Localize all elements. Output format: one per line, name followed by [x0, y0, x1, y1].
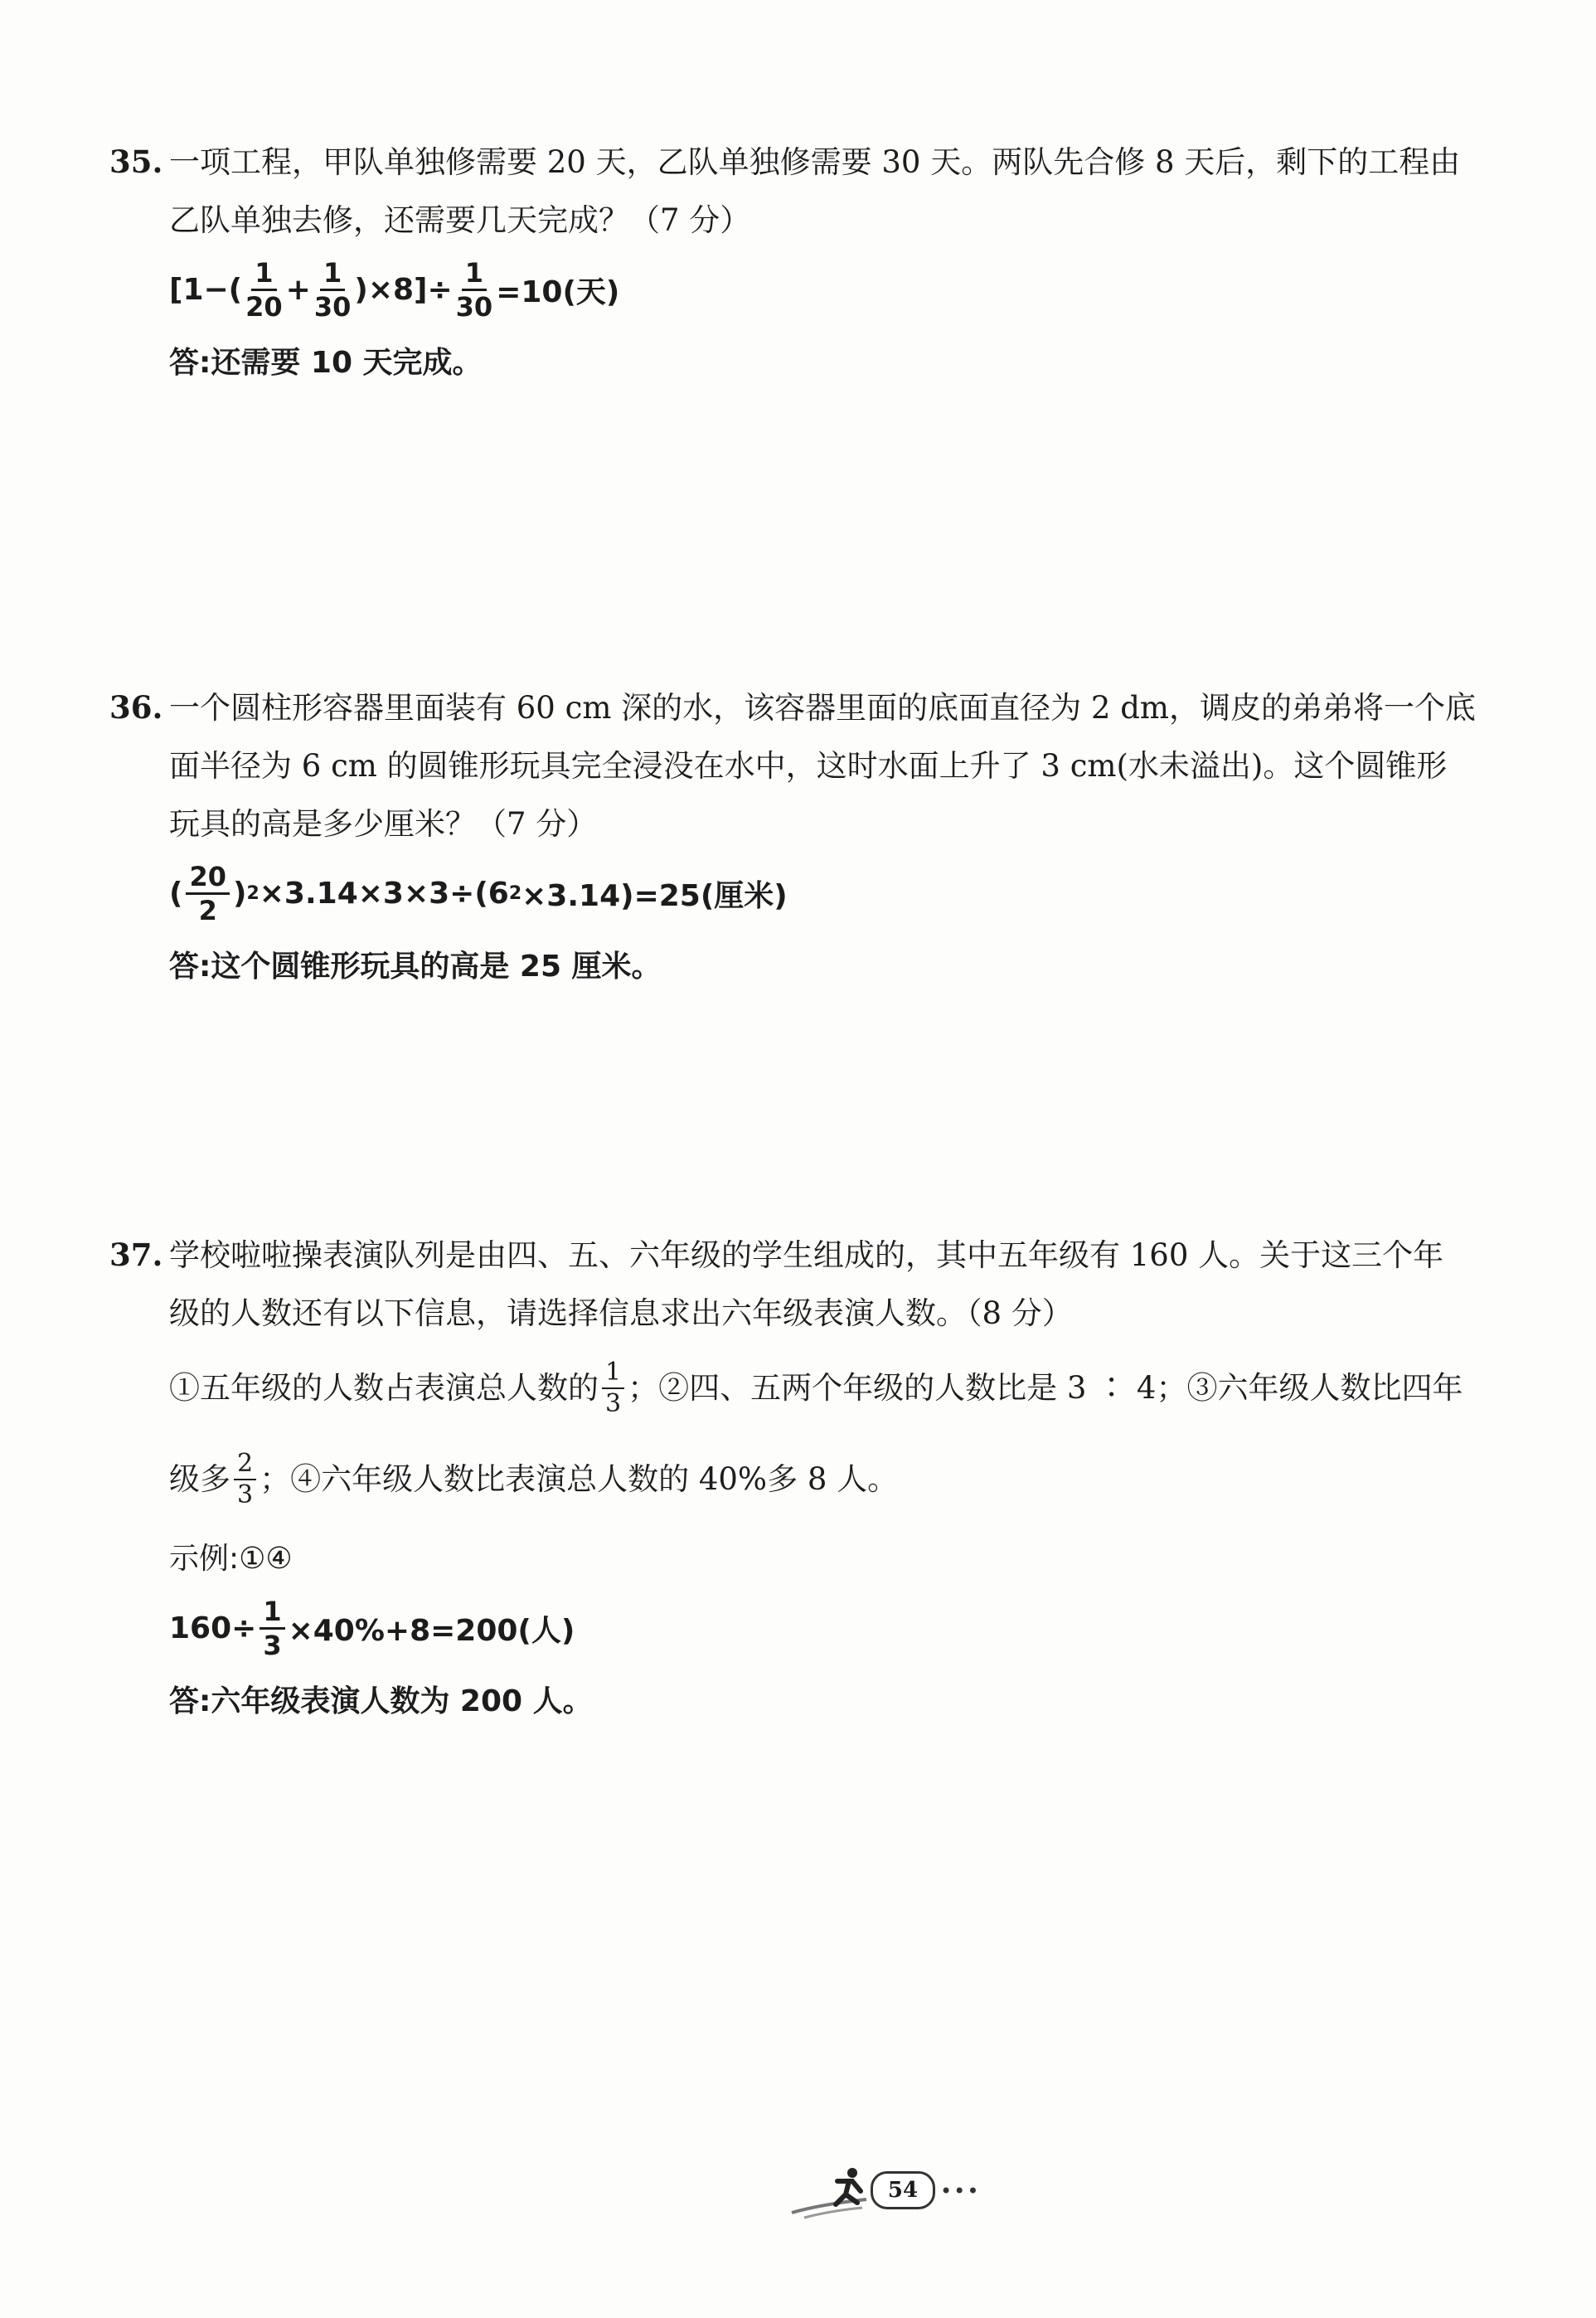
example-label: 示例:①④ — [169, 1542, 293, 1576]
problem-number: 37. — [109, 1237, 163, 1273]
problem-text: 玩具的高是多少厘米？（7 分） — [169, 806, 598, 842]
answer-text: 答:这个圆锥形玩具的高是 25 厘米。 — [169, 950, 662, 984]
problem-text: 学校啦啦操表演队列是由四、五、六年级的学生组成的，其中五年级有 160 人。关于这三个年 — [169, 1237, 1444, 1273]
problem-text: 面半径为 6 cm 的圆锥形玩具完全浸没在水中，这时水面上升了 3 cm(水未溢出)。这个圆锥形 — [169, 748, 1448, 784]
problem-number: 36. — [109, 689, 163, 726]
info-line-2: 级多 $\frac{2}{3}$ ；④六年级人数比表演总人数的 40%多 8 人。 — [169, 1449, 899, 1509]
problem-text: 级的人数还有以下信息，请选择信息求出六年级表演人数。（8 分） — [169, 1295, 1073, 1331]
fraction: $\frac{1}{3}$ — [260, 1598, 284, 1659]
page-number: 54 — [871, 2171, 935, 2209]
fraction: $\frac{1}{20}$ — [245, 256, 283, 323]
decorative-dots: ••• — [940, 2180, 981, 2203]
answer-text: 答:六年级表演人数为 200 人。 — [169, 1684, 593, 1718]
problem-text: 一个圆柱形容器里面装有 60 cm 深的水，该容器里面的底面直径为 2 dm，调皮的弟弟将一个底 — [169, 690, 1477, 726]
fraction: $\frac{20}{2}$ — [186, 863, 230, 924]
problem-35 — [109, 133, 1519, 392]
solution-formula: 160÷ $\frac{1}{3}$ ×40%+8=200(人) — [169, 1595, 575, 1661]
solution-formula: [1−( $\frac{1}{20}$ + $\frac{1}{30}$ )×8]÷ $\frac{1}{30}$ =10(天) — [169, 256, 620, 323]
problem-number: 35. — [109, 143, 163, 180]
problem-37 — [109, 1226, 1519, 1731]
problem-36 — [109, 678, 1519, 996]
info-line-1: ①五年级的人数占表演总人数的 $\frac{1}{3}$ ；②四、五两个年级的人数比是 3 ∶ 4；③六年级人数比四年 — [169, 1358, 1463, 1418]
problem-text: 一项工程，甲队单独修需要 20 天，乙队单独修需要 30 天。两队先合修 8 天后，剩下的工程由 — [169, 144, 1461, 180]
fraction: $\frac{1}{30}$ — [455, 256, 493, 323]
answer-text: 答:还需要 10 天完成。 — [169, 346, 483, 380]
fraction: $\frac{1}{3}$ — [602, 1360, 624, 1417]
runner-logo-icon — [788, 2156, 879, 2223]
solution-formula: ( $\frac{20}{2}$ ) 2 ×3.14×3×3÷(6 2 ×3.14)=25(厘米) — [169, 860, 788, 926]
problem-text: 乙队单独去修，还需要几天完成？（7 分） — [169, 202, 751, 238]
fraction: $\frac{2}{3}$ — [234, 1451, 256, 1508]
page-footer — [788, 2156, 987, 2223]
fraction: $\frac{1}{30}$ — [313, 256, 352, 323]
